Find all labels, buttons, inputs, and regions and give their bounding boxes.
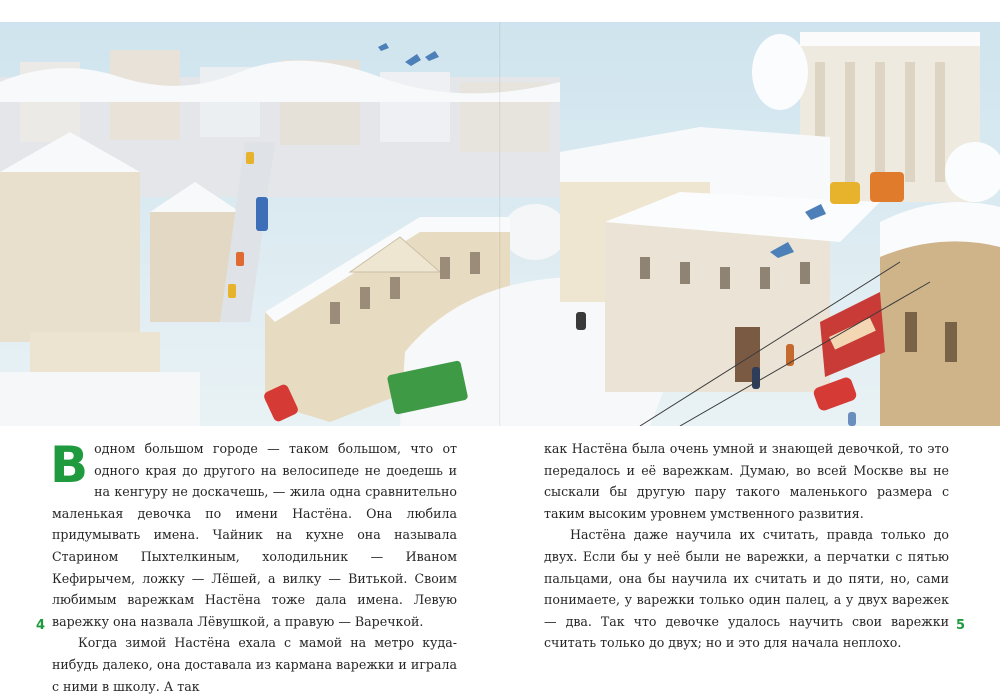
paragraph: Когда зимой Настёна ехала с мамой на метро куда-нибудь далеко, она доставала из кармана варежки и играла с ними в школу. А так (52, 635, 457, 694)
yellow-snowplow (830, 182, 860, 204)
right-page-text (544, 438, 949, 654)
page-number-right: 5 (956, 618, 966, 633)
drop-cap: В (50, 436, 89, 494)
blue-bus (256, 197, 268, 231)
child (848, 412, 856, 426)
paragraph: Настёна даже научила их считать, правда только до двух. Если бы у неё были не варежки, а перчатки с пятью пальцами, она бы научила их считать и до пяти, но, сами понимаете, у варежки только один палец, а у двух варежек — два. Так что девочке удалось научить свои варежки считать только до двух; но и это для начала неплохо. (544, 527, 949, 651)
left-page-text (52, 438, 457, 697)
snowy-tree (503, 204, 567, 260)
round-tower (880, 202, 1000, 426)
paragraph-text: одном большом городе — таком большом, что от одного края до другого на велосипеде не доедешь и на кенгуру не доскачешь, — жила одна сравнительно маленькая девочка по имени Настёна. Она любила придумывать имена. Чайник на кухне она называла Старином Пыхтелкиным, холодильник — Иваном Кефирычем, ложку — Лёшей, а вилку — Витькой. Своим любимым варежкам Настёна тоже дала имена. Левую варежку она назвала Лёвушкой, а правую — Варечкой. (52, 441, 457, 629)
snowy-tree (752, 34, 808, 110)
rooftop-figure (576, 312, 586, 330)
page-number-left: 4 (36, 618, 46, 633)
orange-snowplow (870, 172, 904, 202)
pedestrian (752, 367, 760, 389)
paragraph: как Настёна была очень умной и знающей девочкой, то это передалось и её варежкам. Думаю, во всей Москве вы не сыскали бы другую пару такого маленького размера с таким высоким уровнем умственного развития. (544, 441, 949, 521)
opening-paragraph (52, 438, 457, 632)
page-gutter (499, 22, 501, 426)
